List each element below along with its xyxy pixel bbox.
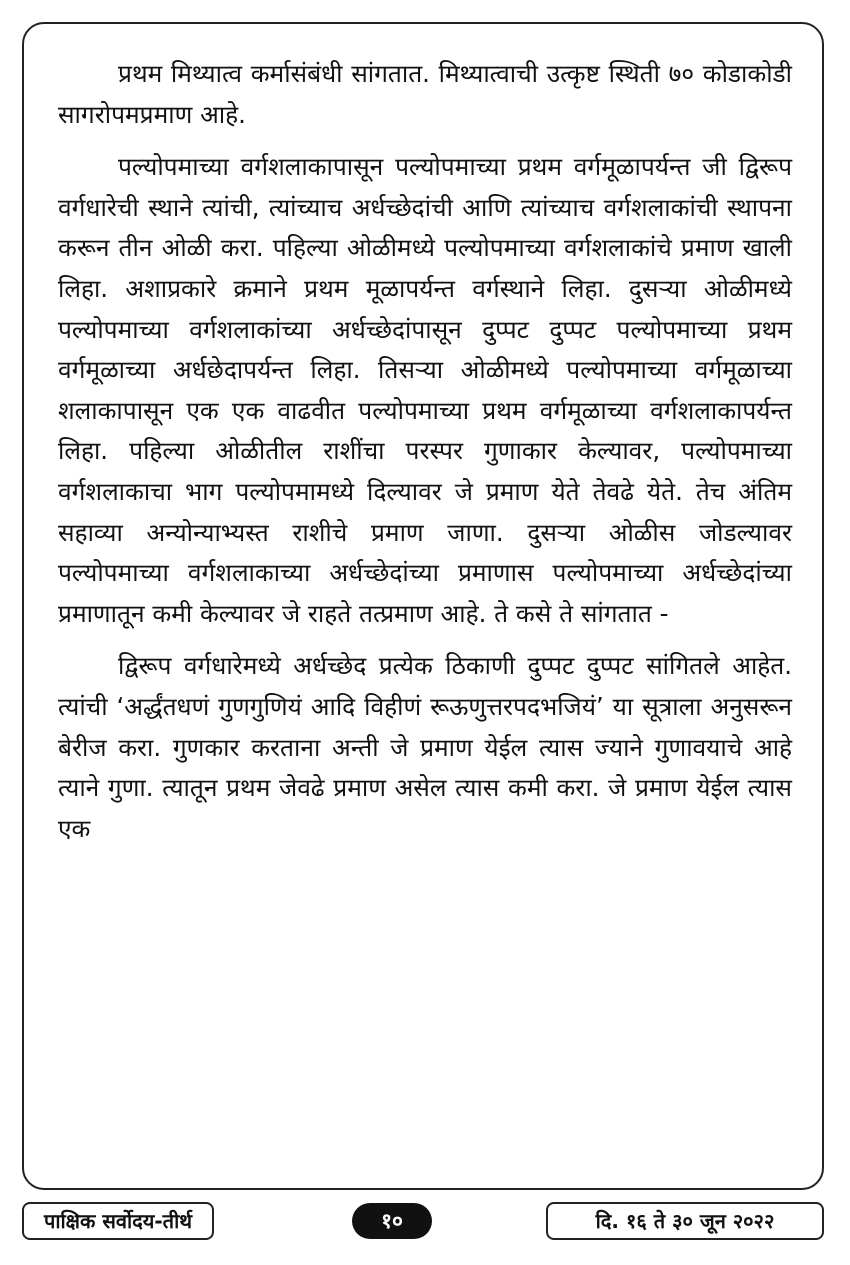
paragraph-1: प्रथम मिथ्यात्व कर्मासंबंधी सांगतात. मिथ्यात्वाची उत्कृष्ट स्थिती ७० कोडाकोडी सागरोपमप्रमाण आहे. [58,59,792,129]
issue-date: दि. १६ ते ३० जून २०२२ [546,1202,824,1240]
page-number-badge: १० [352,1203,432,1239]
paragraph-2: पल्योपमाच्या वर्गशलाकापासून पल्योपमाच्या प्रथम वर्गमूळापर्यन्त जी द्विरूप वर्गधारेची स्थाने त्यांची, त्यांच्याच अर्धच्छेदांची आणि त्यांच्याच वर्गशलाकांची स्थापना करून तीन ओळी करा. पहिल्या ओळीमध्ये पल्योपमाच्या वर्गशलाकांचे प्रमाण खाली लिहा. अशाप्रकारे क्रमाने प्रथम मूळापर्यन्त वर्गस्थाने लिहा. दुसऱ्या ओळीमध्ये पल्योपमाच्या वर्गशलाकांच्या अर्धच्छेदांपासून दुप्पट दुप्पट पल्योपमाच्या प्रथम वर्गमूळाच्या अर्धछेदापर्यन्त लिहा. तिसऱ्या ओळीमध्ये पल्योपमाच्या वर्गमूळाच्या शलाकापासून एक एक वाढवीत पल्योपमाच्या प्रथम वर्गमूळाच्या वर्गशलाकापर्यन्त लिहा. पहिल्या ओळीतील राशींचा परस्पर गुणाकार केल्यावर, पल्योपमाच्या वर्गशलाकाचा भाग पल्योपमामध्ये दिल्यावर जे प्रमाण येते तेवढे येते. तेच अंतिम सहाव्या अन्योन्याभ्यस्त राशीचे प्रमाण जाणा. दुसऱ्या ओळीस जोडल्यावर पल्योपमाच्या वर्गशलाकाच्या अर्धच्छेदांच्या प्रमाणास पल्योपमाच्या अर्धच्छेदांच्या प्रमाणातून कमी केल्यावर जे राहते तत्प्रमाण आहे. ते कसे ते सांगतात - [58,152,792,628]
page-border [22,22,824,1190]
publication-name: पाक्षिक सर्वोदय-तीर्थ [22,1202,214,1240]
article-body [58,54,792,849]
paragraph-3: द्विरूप वर्गधारेमध्ये अर्धच्छेद प्रत्येक ठिकाणी दुप्पट दुप्पट सांगितले आहेत. त्यांची ‘अर्द्धंतधणं गुणगुणियं आदि विहीणं रूऊणुत्तरपदभजियं’ या सूत्राला अनुसरून बेरीज करा. गुणकार करताना अन्ती जे प्रमाण येईल त्यास ज्याने गुणावयाचे आहे त्याने गुणा. त्यातून प्रथम जेवढे प्रमाण असेल त्यास कमी करा. जे प्रमाण येईल त्यास एक [58,651,792,843]
